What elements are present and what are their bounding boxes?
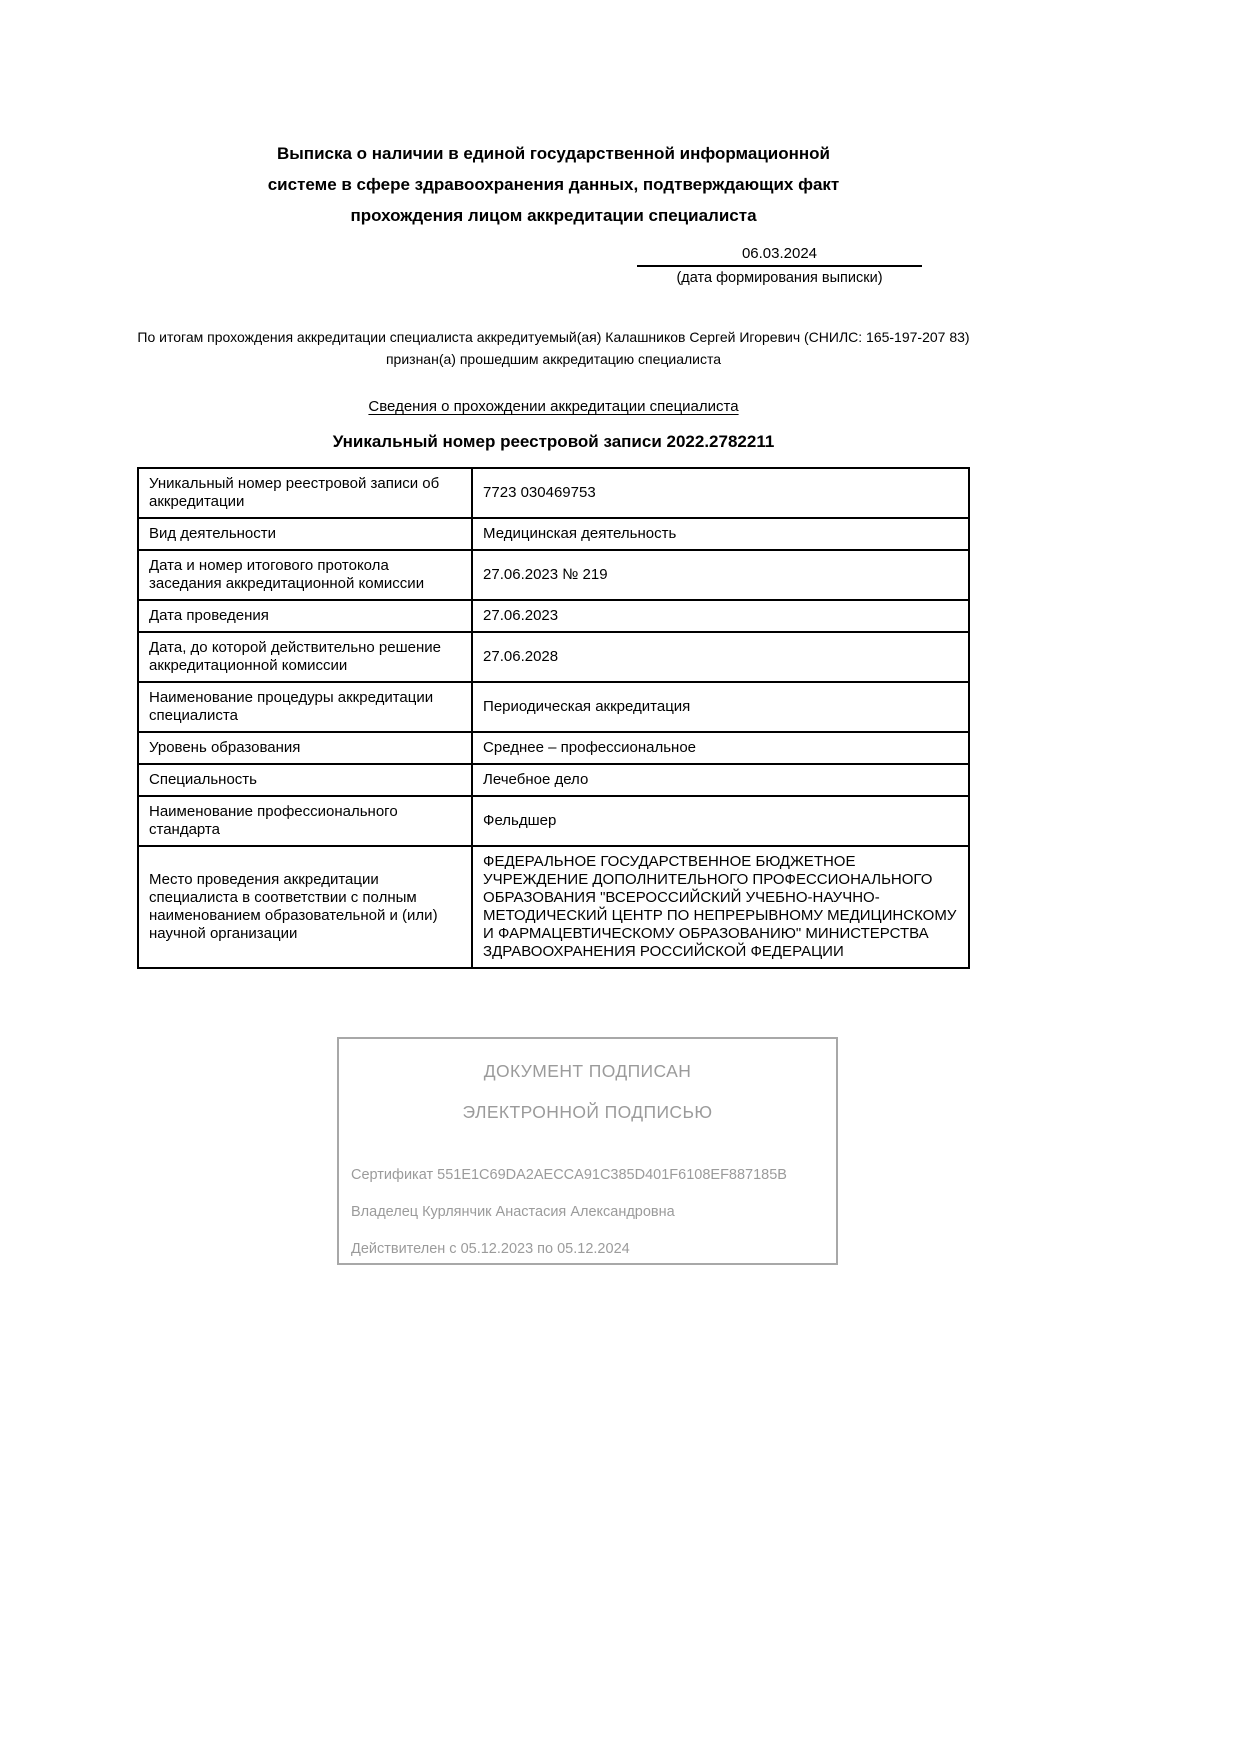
- row-value: 7723 030469753: [472, 468, 969, 518]
- page-title-line: Выписка о наличии в единой государственной информационной: [277, 144, 830, 163]
- signature-title-line1: ДОКУМЕНТ ПОДПИСАН: [483, 1061, 692, 1081]
- table-row: [138, 600, 969, 632]
- row-value: Периодическая аккредитация: [472, 682, 969, 732]
- intro-paragraph: [137, 326, 970, 370]
- table-row: [138, 764, 969, 796]
- table-row: [138, 682, 969, 732]
- table-row: [138, 518, 969, 550]
- row-value: Среднее – профессиональное: [472, 732, 969, 764]
- table-row: [138, 632, 969, 682]
- row-label: Уникальный номер реестровой записи об аккредитации: [138, 468, 472, 518]
- document-content: [137, 0, 970, 969]
- table-row: [138, 732, 969, 764]
- row-value: 27.06.2028: [472, 632, 969, 682]
- page-title-line: системе в сфере здравоохранения данных, подтверждающих факт: [267, 175, 840, 194]
- table-row: [138, 550, 969, 600]
- row-label: Уровень образования: [138, 732, 472, 764]
- signature-title-line2: ЭЛЕКТРОННОЙ ПОДПИСЬЮ: [462, 1102, 713, 1122]
- page-title-line: прохождения лицом аккредитации специалиста: [350, 206, 757, 225]
- row-value: Медицинская деятельность: [472, 518, 969, 550]
- row-value: 27.06.2023 № 219: [472, 550, 969, 600]
- signature-validity: Действителен с 05.12.2023 по 05.12.2024: [351, 1241, 630, 1257]
- intro-line: По итогам прохождения аккредитации специалиста аккредитуемый(ая) Калашников Сергей Игоревич (СНИЛС: 165-197-207 83): [137, 329, 970, 345]
- row-value: ФЕДЕРАЛЬНОЕ ГОСУДАРСТВЕННОЕ БЮДЖЕТНОЕ УЧРЕЖДЕНИЕ ДОПОЛНИТЕЛЬНОГО ПРОФЕССИОНАЛЬНОГО ОБРАЗОВАНИЯ "ВСЕРОССИЙСКИЙ УЧЕБНО-НАУЧНО-МЕТОДИЧЕСКИЙ ЦЕНТР ПО НЕПРЕРЫВНОМУ МЕДИЦИНСКОМУ И ФАРМАЦЕВТИЧЕСКОМУ ОБРАЗОВАНИЮ" МИНИСТЕРСТВА ЗДРАВООХРАНЕНИЯ РОССИЙСКОЙ ФЕДЕРАЦИИ: [472, 846, 969, 968]
- row-label: Наименование процедуры аккредитации специалиста: [138, 682, 472, 732]
- extract-date-caption: (дата формирования выписки): [676, 270, 883, 286]
- signature-certificate: Сертификат 551E1C69DA2AECCA91C385D401F6108EF887185B: [351, 1167, 787, 1183]
- table-row: [138, 846, 969, 968]
- row-value: Лечебное дело: [472, 764, 969, 796]
- row-label: Вид деятельности: [138, 518, 472, 550]
- signature-box: [337, 1037, 838, 1265]
- table-row: [138, 796, 969, 846]
- accreditation-table: [137, 467, 970, 969]
- signature-owner: Владелец Курлянчик Анастасия Александровна: [351, 1204, 675, 1220]
- row-label: Дата проведения: [138, 600, 472, 632]
- row-label: Наименование профессионального стандарта: [138, 796, 472, 846]
- row-label: Дата и номер итогового протокола заседания аккредитационной комиссии: [138, 550, 472, 600]
- extract-date-value: 06.03.2024: [637, 245, 922, 267]
- page-title: [137, 138, 970, 231]
- accreditation-table-body: [138, 468, 969, 968]
- intro-line: признан(а) прошедшим аккредитацию специалиста: [385, 351, 722, 367]
- registry-number-heading: Уникальный номер реестровой записи 2022.2782211: [332, 432, 775, 451]
- row-label: Дата, до которой действительно решение аккредитационной комиссии: [138, 632, 472, 682]
- row-value: Фельдшер: [472, 796, 969, 846]
- table-row: [138, 468, 969, 518]
- row-value: 27.06.2023: [472, 600, 969, 632]
- row-label: Место проведения аккредитации специалиста в соответствии с полным наименованием образовательной и (или) научной организации: [138, 846, 472, 968]
- extract-date-block: [637, 245, 922, 286]
- row-label: Специальность: [138, 764, 472, 796]
- section-heading: Сведения о прохождении аккредитации специалиста: [368, 398, 739, 415]
